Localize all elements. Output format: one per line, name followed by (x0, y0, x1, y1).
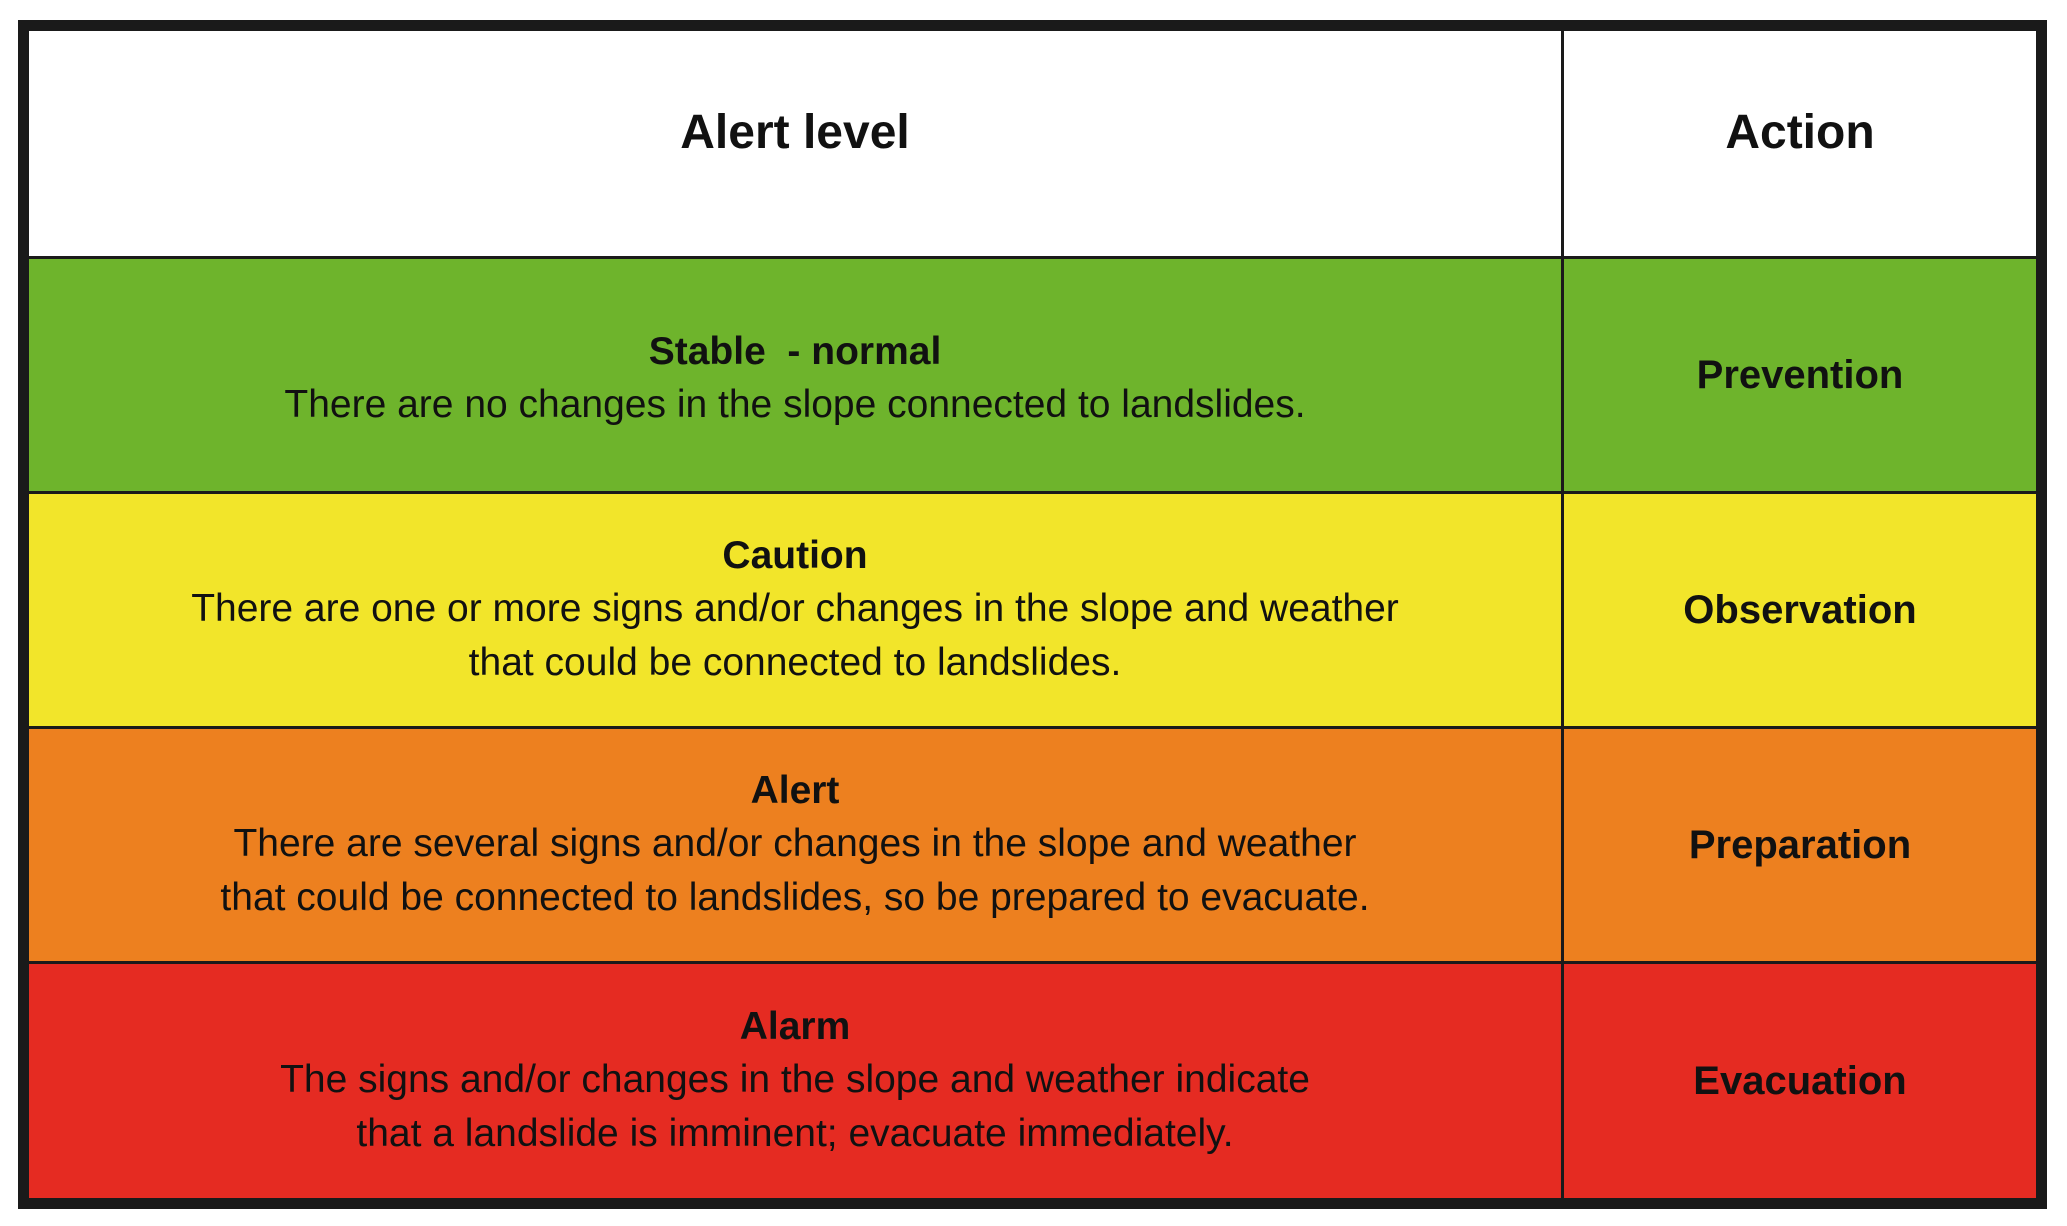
action-label: Preparation (1688, 822, 1912, 867)
level-description: The signs and/or changes in the slope and weather indicate that a landslide is imminent; evacuate immediately. (280, 1058, 1310, 1155)
level-cell-alarm (29, 964, 1564, 1198)
level-title: Caution (722, 534, 868, 577)
header-alert-level (29, 31, 1564, 259)
action-cell-observation (1564, 494, 2036, 729)
level-description: There are no changes in the slope connected to landslides. (284, 383, 1306, 426)
alert-level-table (18, 20, 2047, 1209)
action-label: Observation (1683, 587, 1917, 632)
action-cell-evacuation (1564, 964, 2036, 1198)
action-label: Prevention (1696, 352, 1904, 397)
action-cell-preparation (1564, 729, 2036, 964)
level-cell-caution (29, 494, 1564, 729)
action-cell-prevention (1564, 259, 2036, 494)
action-label: Evacuation (1693, 1058, 1907, 1103)
header-action (1564, 31, 2036, 259)
header-action-label: Action (1725, 106, 1875, 159)
level-description: There are several signs and/or changes in the slope and weather that could be connected to landslides, so be prepared to evacuate. (220, 822, 1370, 919)
level-description: There are one or more signs and/or changes in the slope and weather that could be connected to landslides. (191, 587, 1399, 684)
level-cell-stable (29, 259, 1564, 494)
level-title: Stable - normal (648, 330, 942, 373)
level-title: Alarm (739, 1005, 851, 1048)
level-title: Alert (750, 769, 840, 812)
level-cell-alert (29, 729, 1564, 964)
header-alert-level-label: Alert level (680, 106, 910, 159)
table-grid (29, 31, 2036, 1198)
